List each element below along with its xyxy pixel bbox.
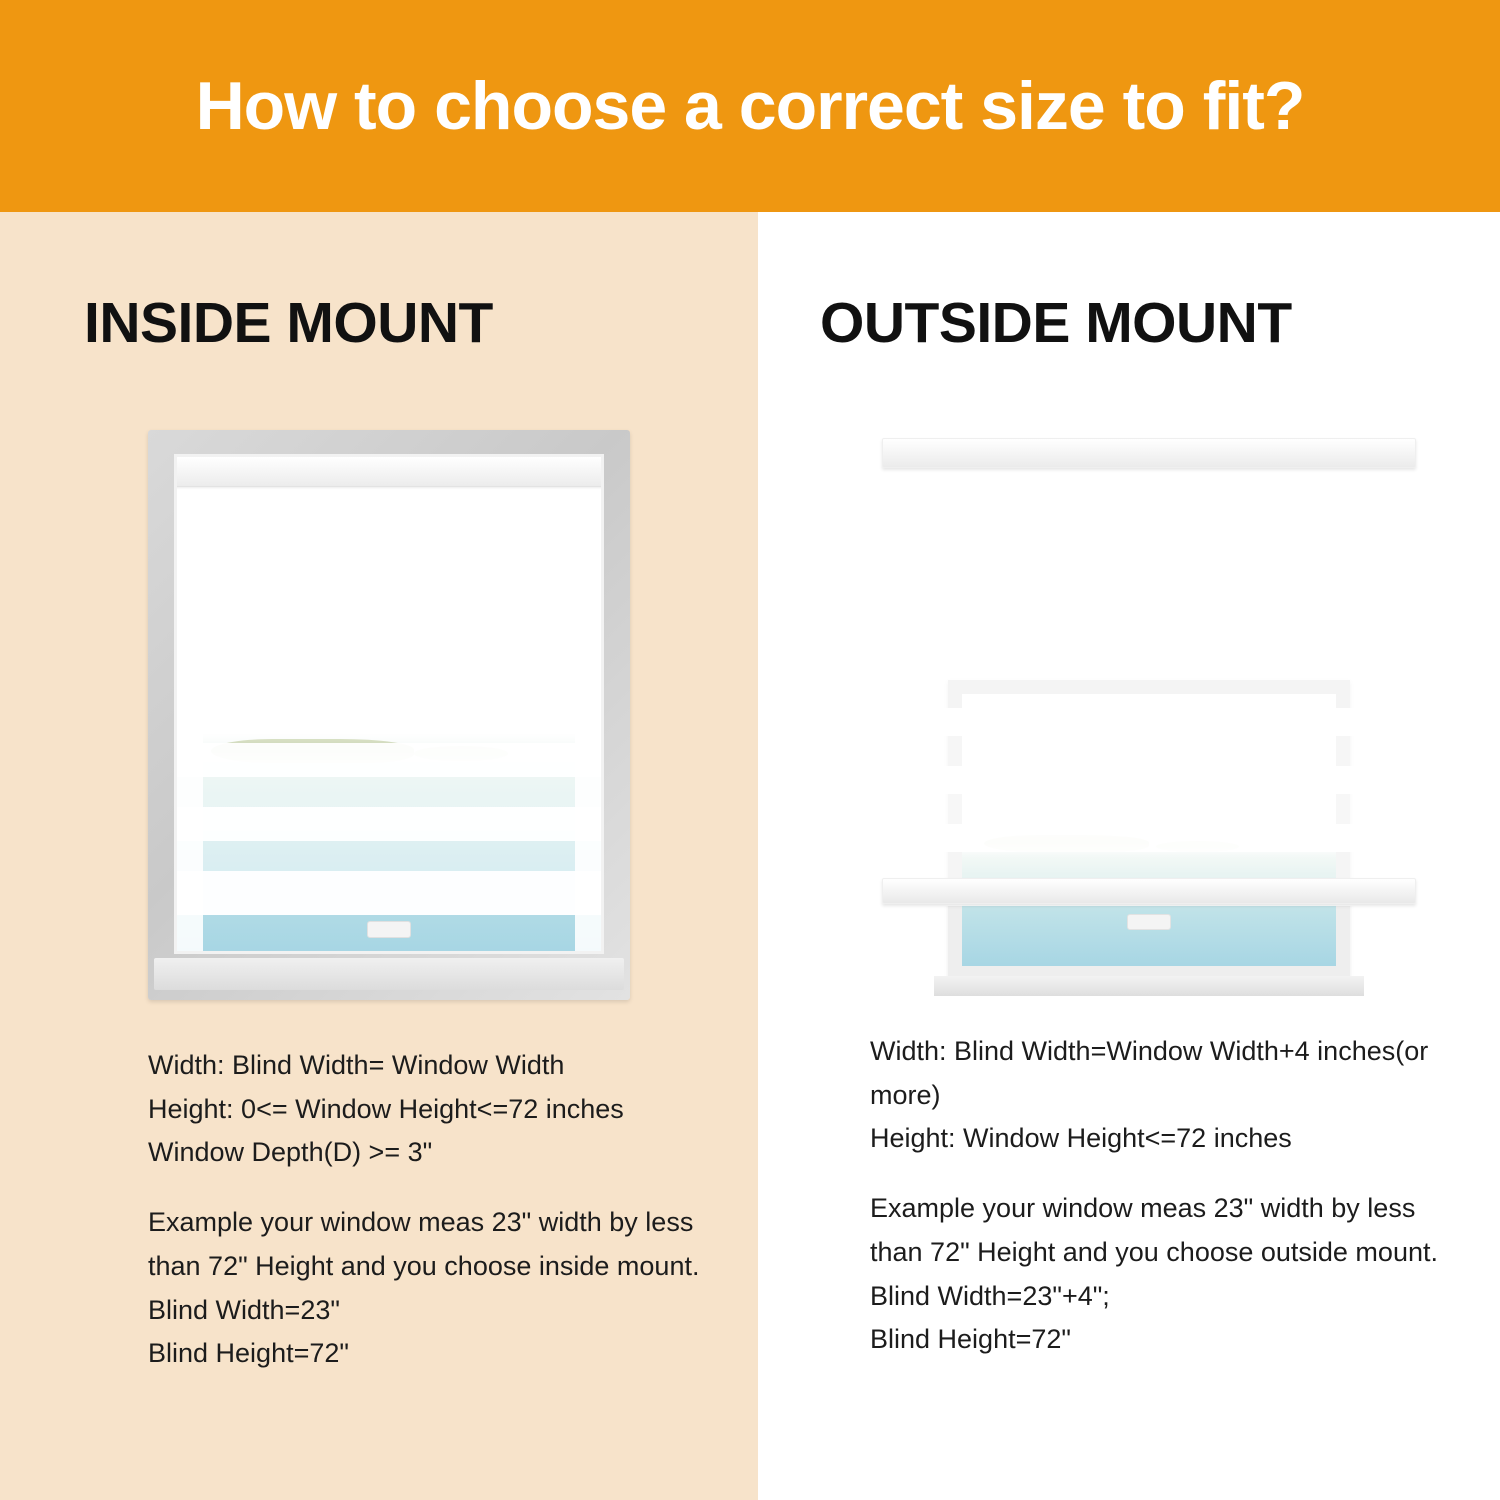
inside-mount-text	[148, 1044, 708, 1376]
outside-mount-illustration	[868, 430, 1430, 1000]
zebra-blind-slats	[177, 457, 601, 951]
outside-spec-width: Width: Blind Width=Window Width+4 inches(or more)	[870, 1036, 1429, 1110]
outside-blind-headrail	[882, 438, 1416, 468]
inside-spec-depth: Window Depth(D) >= 3"	[148, 1137, 433, 1168]
blind-side-strip-left	[177, 457, 203, 951]
header-banner	[0, 0, 1500, 212]
outside-example-width: Blind Width=23"+4";	[870, 1280, 1110, 1311]
inside-mount-title: INSIDE MOUNT	[84, 291, 493, 355]
outside-spec-height: Height: Window Height<=72 inches	[870, 1123, 1292, 1154]
inside-example-height: Blind Height=72"	[148, 1338, 349, 1369]
inside-spec-width: Width: Blind Width= Window Width	[148, 1050, 565, 1080]
outside-blind-bottom-rail	[882, 878, 1416, 904]
window-sill	[154, 958, 624, 990]
window-frame-inner	[174, 454, 604, 954]
window-sash-handle	[367, 921, 411, 938]
inside-example-width: Blind Width=23"	[148, 1294, 340, 1325]
blind-headrail	[175, 457, 603, 487]
inside-example-text: Example your window meas 23" width by less than 72" Height and you choose inside mount.	[148, 1207, 700, 1281]
outside-mount-text	[870, 1030, 1452, 1362]
inside-mount-column	[0, 212, 758, 1500]
outside-mount-column	[758, 212, 1500, 1500]
page-title: How to choose a correct size to fit?	[195, 68, 1305, 144]
outside-mount-title: OUTSIDE MOUNT	[820, 291, 1292, 355]
outside-window-sill	[934, 976, 1364, 996]
outside-window-sash-handle	[1127, 914, 1171, 930]
comparison-columns	[0, 212, 1500, 1500]
inside-spec-height: Height: 0<= Window Height<=72 inches	[148, 1093, 624, 1124]
outside-example-text: Example your window meas 23" width by less than 72" Height and you choose outside mount.	[870, 1193, 1438, 1267]
blind-side-strip-right	[575, 457, 601, 951]
outside-example-height: Blind Height=72"	[870, 1324, 1071, 1355]
inside-mount-illustration	[148, 430, 630, 1000]
outside-zebra-blind-slats	[890, 476, 1408, 906]
